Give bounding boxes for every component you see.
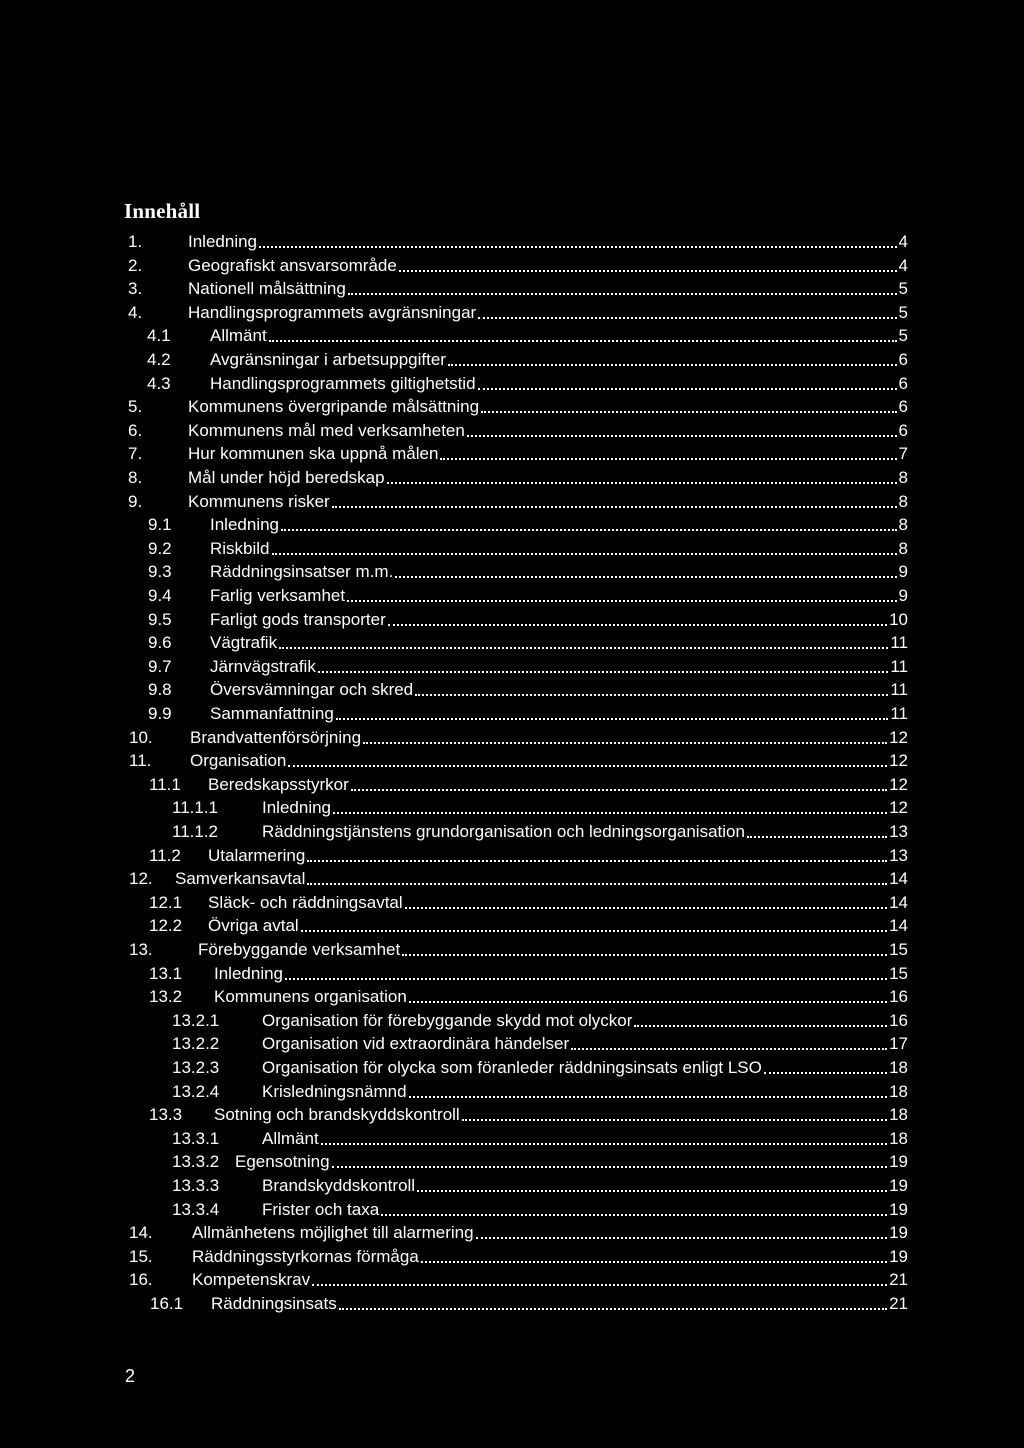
dot-leader (269, 339, 897, 342)
toc-entry[interactable] (172, 1196, 908, 1220)
toc-entry-number: 9.1 (148, 515, 172, 535)
dot-leader (332, 1165, 888, 1168)
toc-entry-title: Mål under höjd beredskap (188, 468, 385, 487)
dot-leader (448, 363, 897, 366)
toc-entry-page: 19 (889, 1152, 908, 1172)
toc-entry[interactable] (149, 960, 908, 984)
toc-entry-title: Utalarmering (208, 845, 306, 865)
toc-entry-title: Släck- och räddningsavtal (208, 892, 403, 912)
toc-entry-page: 15 (889, 940, 908, 959)
toc-entry-page: 8 (898, 515, 908, 535)
toc-entry-page: 14 (889, 916, 908, 936)
toc-entry-title: Avgränsningar i arbetsuppgifter (210, 350, 446, 369)
toc-entry[interactable] (147, 370, 908, 394)
toc-entry[interactable] (147, 322, 908, 346)
dot-leader (571, 1047, 887, 1050)
toc-entry[interactable] (148, 558, 908, 582)
toc-entry[interactable] (172, 1007, 908, 1031)
toc-entry-title: Övriga avtal (208, 916, 299, 936)
toc-entry[interactable] (128, 440, 908, 464)
toc-entry-title: Sammanfattning (210, 704, 334, 723)
dot-leader (333, 811, 887, 814)
toc-entry-page: 19 (889, 1176, 908, 1195)
toc-entry-page: 8 (898, 491, 908, 511)
toc-entry-title: Brandskyddskontroll (262, 1176, 416, 1195)
toc-entry-number: 13. (129, 940, 153, 959)
toc-entry-page: 16 (889, 1010, 908, 1030)
toc-entry-number: 13.2.2 (172, 1034, 220, 1054)
toc-entry-number: 5. (128, 397, 143, 417)
toc-entry-title: Räddningsinsatser m.m. (210, 562, 394, 582)
toc-entry-title: Räddningsinsats (211, 1294, 337, 1313)
toc-entry-page: 18 (889, 1128, 908, 1148)
toc-entry-number: 9.2 (148, 538, 172, 558)
toc-entry-title: Förebyggande verksamhet (198, 940, 401, 959)
toc-entry-page: 10 (889, 609, 908, 629)
toc-entry-page: 8 (898, 538, 908, 558)
toc-entry-number: 3. (128, 279, 143, 299)
toc-entry-number: 13.1 (149, 963, 183, 983)
dot-leader (481, 410, 896, 413)
dot-leader (312, 1283, 887, 1286)
dot-leader (440, 457, 896, 460)
toc-entry-page: 18 (889, 1081, 908, 1101)
toc-entry-page: 11 (890, 704, 908, 723)
toc-entry[interactable] (149, 842, 908, 866)
toc-entry[interactable] (129, 1243, 908, 1267)
dot-leader (307, 859, 887, 862)
toc-entry[interactable] (172, 1172, 908, 1196)
toc-entry[interactable] (148, 700, 908, 724)
toc-entry-number: 4.2 (147, 350, 171, 369)
toc-entry-page: 17 (889, 1034, 908, 1054)
toc-entry-page: 19 (889, 1199, 908, 1219)
toc-entry-number: 9.5 (148, 609, 172, 629)
dot-leader (279, 646, 888, 649)
dot-leader (421, 1260, 887, 1263)
toc-entry-number: 13.3.3 (172, 1176, 220, 1195)
toc-entry[interactable] (150, 1290, 908, 1314)
toc-entry-number: 16. (129, 1270, 153, 1290)
toc-entry-number: 4.3 (147, 373, 171, 393)
dot-leader (347, 599, 896, 602)
dot-leader (747, 835, 887, 838)
toc-entry[interactable] (128, 488, 908, 512)
dot-leader (399, 269, 897, 272)
toc-entry-title: Inledning (210, 515, 280, 535)
toc-entry-number: 16.1 (150, 1294, 184, 1313)
toc-entry[interactable] (148, 676, 908, 700)
toc-entry[interactable] (129, 865, 908, 889)
dot-leader (348, 292, 897, 295)
dot-leader (387, 481, 897, 484)
toc-entry[interactable] (148, 629, 908, 653)
toc-entry-title: Egensotning (235, 1152, 330, 1172)
toc-entry-page: 4 (898, 232, 908, 251)
toc-entry-number: 14. (129, 1223, 153, 1243)
toc-entry-number: 4. (128, 302, 143, 322)
toc-entry-title: Kommunens mål med verksamheten (188, 420, 465, 440)
toc-entry[interactable] (149, 912, 908, 936)
toc-entry-page: 6 (898, 373, 908, 393)
toc-entry-title: Riskbild (210, 538, 270, 558)
toc-entry-page: 5 (898, 279, 908, 299)
toc-entry-title: Kommunens organisation (214, 987, 407, 1007)
dot-leader (321, 1142, 887, 1145)
toc-entry-title: Brandvattenförsörjning (190, 727, 362, 747)
toc-entry-title: Farlig verksamhet (210, 586, 346, 605)
toc-entry-number: 11.1 (149, 774, 181, 794)
toc-entry-page: 6 (898, 397, 908, 417)
toc-entry-title: Inledning (262, 798, 332, 818)
toc-entry-page: 4 (898, 255, 908, 275)
toc-entry-page: 6 (898, 350, 908, 369)
dot-leader (272, 552, 897, 555)
toc-entry[interactable] (128, 275, 908, 299)
toc-entry-page: 7 (898, 444, 908, 464)
toc-entry-number: 4.1 (147, 326, 171, 346)
toc-entry-title: Handlingsprogrammets giltighetstid (210, 373, 476, 393)
dot-leader (476, 1236, 888, 1239)
dot-leader (402, 953, 887, 956)
dot-leader (285, 977, 887, 980)
toc-entry-number: 12.1 (149, 892, 183, 912)
toc-entry-number: 13.2 (149, 987, 183, 1007)
toc-entry-title: Allmänt (210, 326, 267, 346)
dot-leader (301, 929, 887, 932)
toc-entry-title: Kommunens risker (188, 491, 330, 511)
toc-entry-page: 11 (890, 633, 908, 653)
dot-leader (332, 505, 897, 508)
toc-entry-number: 9.7 (148, 656, 172, 676)
toc-entry-number: 13.3.2 (172, 1152, 220, 1172)
toc-entry[interactable] (172, 1030, 908, 1054)
toc-entry-page: 19 (889, 1223, 908, 1243)
toc-entry-title: Handlingsprogrammets avgränsningar (188, 302, 477, 322)
toc-entry[interactable] (172, 818, 908, 842)
dot-leader (381, 1213, 887, 1216)
toc-entry-number: 11. (129, 751, 152, 771)
toc-entry-page: 15 (889, 963, 908, 983)
toc-entry-number: 13.2.4 (172, 1081, 220, 1101)
toc-entry[interactable] (128, 299, 908, 323)
toc-entry-title: Räddningstjänstens grundorganisation och ledningsorganisation (262, 822, 745, 841)
toc-entry[interactable] (172, 794, 908, 818)
toc-entry[interactable] (148, 582, 908, 606)
toc-entry-page: 18 (889, 1105, 908, 1125)
toc-entry[interactable] (149, 1101, 908, 1125)
toc-entry-page: 6 (898, 420, 908, 440)
toc-entry-number: 8. (128, 468, 143, 487)
toc-entry-number: 2. (128, 255, 143, 275)
toc-entry[interactable] (148, 606, 908, 630)
toc-entry-page: 12 (889, 751, 908, 771)
toc-entry-number: 9.6 (148, 633, 172, 653)
toc-entry-title: Krisledningsnämnd (262, 1081, 407, 1101)
toc-entry-number: 10. (129, 727, 153, 747)
toc-entry-title: Organisation (190, 751, 287, 771)
toc-entry-page: 13 (889, 845, 908, 865)
toc-entry-page: 18 (889, 1058, 908, 1077)
toc-entry-page: 9 (898, 586, 908, 605)
toc-entry[interactable] (128, 228, 908, 252)
toc-entry-page: 14 (889, 869, 908, 889)
toc-entry-title: Kommunens övergripande målsättning (188, 397, 480, 417)
dot-leader (467, 434, 897, 437)
toc-entry[interactable] (148, 535, 908, 559)
toc-entry-number: 15. (129, 1246, 153, 1266)
toc-entry-number: 7. (128, 444, 143, 464)
dot-leader (409, 1000, 887, 1003)
toc-entry[interactable] (128, 393, 908, 417)
toc-entry[interactable] (149, 771, 908, 795)
dot-leader (259, 245, 897, 248)
toc-entry[interactable] (128, 464, 908, 488)
toc-entry-title: Frister och taxa (262, 1199, 380, 1219)
toc-entry-number: 11.1.2 (172, 822, 219, 841)
toc-entry-page: 16 (889, 987, 908, 1007)
dot-leader (395, 575, 896, 578)
toc-entry[interactable] (149, 983, 908, 1007)
toc-entry-title: Samverkansavtal (175, 869, 306, 889)
toc-entry-number: 11.2 (149, 845, 181, 865)
dot-leader (764, 1071, 887, 1074)
toc-entry-page: 5 (898, 326, 908, 346)
dot-leader (388, 623, 887, 626)
toc-entry-number: 13.3.4 (172, 1199, 220, 1219)
dot-leader (634, 1024, 887, 1027)
toc-entry-number: 13.3 (149, 1105, 183, 1125)
toc-entry-title: Organisation vid extraordinära händelser (262, 1034, 570, 1054)
toc-entry-title: Räddningsstyrkornas förmåga (192, 1246, 419, 1266)
toc-entry-page: 21 (889, 1270, 908, 1290)
toc-entry-title: Kompetenskrav (192, 1270, 311, 1290)
dot-leader (339, 1307, 887, 1310)
toc-entry-number: 13.2.1 (172, 1010, 220, 1030)
toc-entry[interactable] (129, 936, 908, 960)
toc-entry-page: 12 (889, 798, 908, 818)
toc-entry-title: Organisation för förebyggande skydd mot olyckor (262, 1010, 633, 1030)
toc-entry-page: 21 (889, 1294, 908, 1313)
toc-entry-title: Översvämningar och skred (210, 680, 414, 700)
toc-entry-number: 6. (128, 420, 143, 440)
toc-entry-number: 9. (128, 491, 143, 511)
toc-entry-title: Sotning och brandskyddskontroll (214, 1105, 460, 1125)
toc-entry-page: 12 (889, 774, 908, 794)
toc-entry-page: 19 (889, 1246, 908, 1266)
dot-leader (336, 717, 889, 720)
toc-entry-page: 14 (889, 892, 908, 912)
toc-entry-title: Nationell målsättning (188, 279, 346, 299)
toc-heading: Innehåll (124, 199, 201, 223)
toc-entry-number: 12.2 (149, 916, 183, 936)
toc-entry[interactable] (149, 889, 908, 913)
dot-leader (288, 764, 887, 767)
toc-entry[interactable] (128, 417, 908, 441)
toc-entry-title: Vägtrafik (210, 633, 278, 653)
dot-leader (409, 1095, 887, 1098)
toc-entry-number: 11.1.1 (172, 798, 219, 818)
toc-entry-page: 13 (889, 822, 908, 841)
dot-leader (478, 316, 896, 319)
dot-leader (307, 882, 887, 885)
toc-entry-title: Allmänt (262, 1128, 319, 1148)
toc-entry[interactable] (129, 724, 908, 748)
dot-leader (363, 741, 887, 744)
toc-entry[interactable] (172, 1078, 908, 1102)
toc-entry[interactable] (172, 1054, 908, 1078)
toc-entry[interactable] (128, 252, 908, 276)
toc-entry-page: 11 (890, 656, 908, 676)
toc-entry[interactable] (172, 1125, 908, 1149)
toc-entry-number: 1. (128, 232, 143, 251)
toc-entry[interactable] (129, 1219, 908, 1243)
dot-leader (417, 1189, 887, 1192)
toc-entry-page: 11 (890, 680, 908, 700)
toc-entry-page: 5 (898, 302, 908, 322)
toc-entry-title: Järnvägstrafik (210, 656, 316, 676)
dot-leader (462, 1118, 887, 1121)
toc-entry-title: Hur kommunen ska uppnå målen (188, 444, 439, 464)
dot-leader (281, 528, 897, 531)
dot-leader (351, 788, 887, 791)
toc-entry-number: 9.4 (148, 586, 172, 605)
toc-entry-title: Beredskapsstyrkor (208, 774, 349, 794)
toc-entry[interactable] (129, 747, 908, 771)
toc-entry-title: Organisation för olycka som föranleder räddningsinsats enligt LSO (262, 1058, 762, 1077)
dot-leader (405, 906, 887, 909)
dot-leader (415, 693, 888, 696)
toc-entry[interactable] (147, 346, 908, 370)
toc-entry-number: 13.2.3 (172, 1058, 220, 1077)
toc-entry-page: 12 (889, 727, 908, 747)
toc-entry-number: 12. (129, 869, 153, 889)
toc-entry-title: Inledning (188, 232, 258, 251)
toc-entry-page: 8 (898, 468, 908, 487)
toc-entry-title: Geografiskt ansvarsområde (188, 255, 397, 275)
toc-entry[interactable] (172, 1148, 908, 1172)
toc-entry-number: 9.9 (148, 704, 172, 723)
toc-entry-title: Farligt gods transporter (210, 609, 386, 629)
toc-entry[interactable] (148, 653, 908, 677)
toc-entry-number: 9.8 (148, 680, 172, 700)
toc-entry[interactable] (129, 1266, 908, 1290)
toc-entry-title: Inledning (214, 963, 284, 983)
toc-entry[interactable] (148, 511, 908, 535)
dot-leader (478, 387, 897, 390)
page-number: 2 (125, 1366, 136, 1386)
toc-entry-page: 9 (898, 562, 908, 582)
toc-entry-title: Allmänhetens möjlighet till alarmering (192, 1223, 474, 1243)
toc-entry-number: 9.3 (148, 562, 172, 582)
toc-entry-number: 13.3.1 (172, 1128, 220, 1148)
dot-leader (318, 670, 889, 673)
